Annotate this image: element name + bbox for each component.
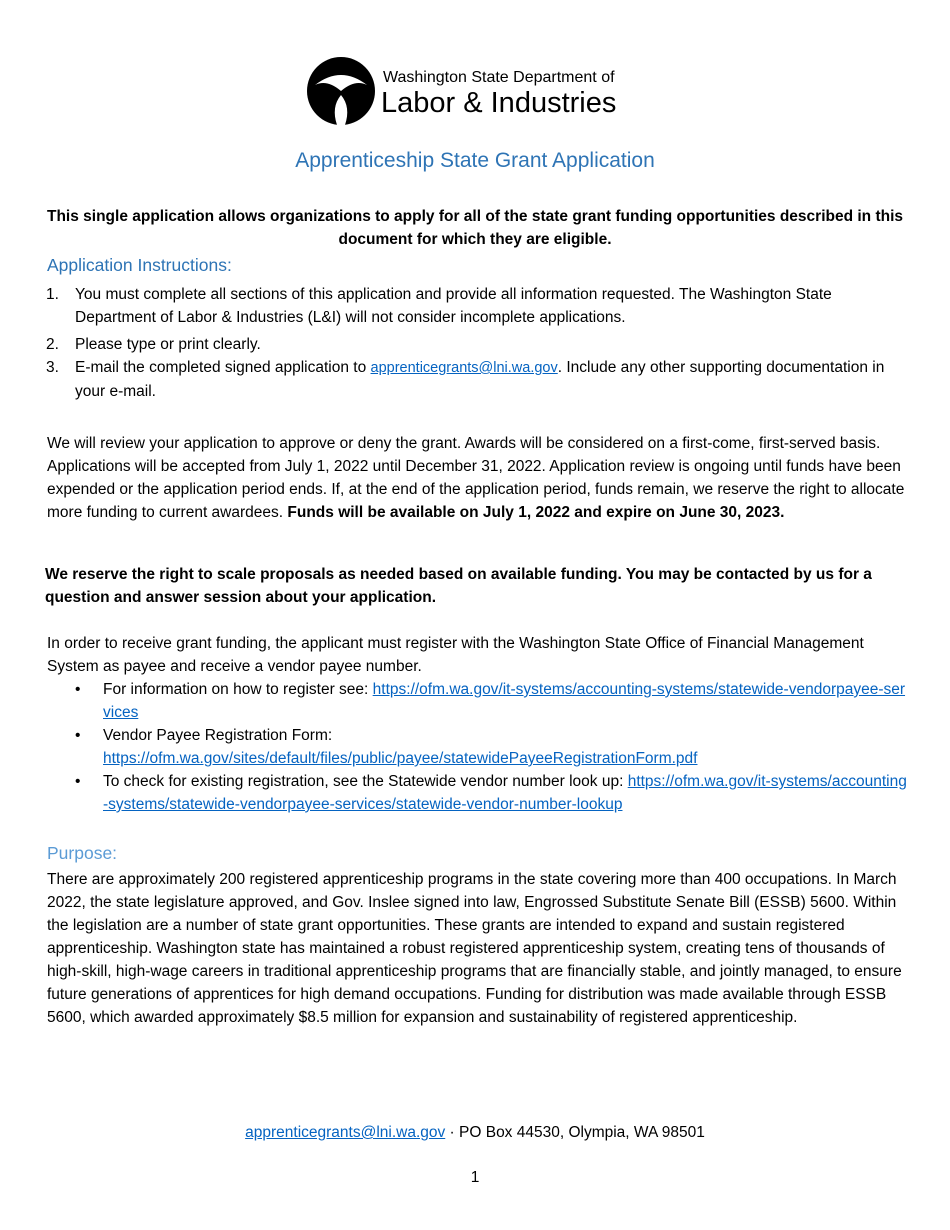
list-item — [46, 283, 906, 329]
logo-text-line2: Labor & Industries — [381, 87, 617, 119]
bullet-icon: • — [75, 773, 81, 790]
bullet-text: To check for existing registration, see the Statewide vendor number look up: — [103, 773, 628, 790]
bullet-text: For information on how to register see: — [103, 681, 373, 698]
list-item — [47, 770, 907, 816]
list-item-text-after: . Include any other supporting documentation in your e-mail. — [75, 359, 885, 400]
page-number: 1 — [470, 1169, 480, 1186]
email-link[interactable]: apprenticegrants@lni.wa.gov — [370, 360, 558, 376]
lni-logo — [305, 55, 625, 127]
footer-address: · PO Box 44530, Olympia, WA 98501 — [445, 1124, 705, 1141]
review-text: We will review your application to approve or deny the grant. Awards will be considered on a first-come, first-served basis. Applications will be accepted from July 1, 2022 until December 31, 2022. Application review is ongoing until funds have been expended or the application period ends. If, at the end of the application period, funds remain, we reserve the right to allocate more funding to current awardees. — [47, 435, 905, 521]
registration-bullets — [47, 678, 907, 816]
review-paragraph — [47, 432, 907, 524]
list-item — [46, 333, 906, 356]
bullet-text: Vendor Payee Registration Form: — [103, 727, 333, 744]
vendor-lookup-link[interactable]: https://ofm.wa.gov/it-systems/accounting-systems/statewide-vendorpayee-services/statewide-vendor-number-lookup — [103, 773, 907, 813]
list-item — [47, 678, 907, 724]
intro-statement: This single application allows organizations to apply for all of the state grant funding opportunities described in this document for which they are eligible. — [46, 208, 903, 248]
page-title: Apprenticeship State Grant Application — [295, 149, 655, 172]
registration-paragraph: In order to receive grant funding, the applicant must register with the Washington State Office of Financial Management System as payee and receive a vendor payee number. — [47, 635, 864, 675]
scale-notice: We reserve the right to scale proposals as needed based on available funding. You may be contacted by us for a question and answer session about your application. — [45, 566, 872, 606]
list-number: 2. — [46, 336, 59, 353]
instructions-heading: Application Instructions: — [47, 255, 232, 275]
purpose-heading: Purpose: — [47, 843, 118, 863]
list-item — [47, 724, 907, 770]
register-info-link[interactable]: https://ofm.wa.gov/it-systems/accounting-systems/statewide-vendorpayee-services — [103, 681, 906, 721]
list-item — [46, 356, 906, 403]
bullet-icon: • — [75, 727, 81, 744]
list-number: 3. — [46, 359, 59, 376]
list-item-text-before: E-mail the completed signed application to — [75, 359, 371, 376]
funds-availability: Funds will be available on July 1, 2022 and expire on June 30, 2023. — [287, 504, 785, 521]
instructions-list — [46, 283, 906, 403]
purpose-paragraph: There are approximately 200 registered apprenticeship programs in the state covering more than 400 occupations. In March 2022, the state legislature approved, and Gov. Inslee signed into law, Engrossed Substitute Senate Bill (ESSB) 5600. Within the legislation are a number of state grant opportunities. These grants are intended to expand and sustain registered apprenticeship. Washington state has maintained a robust registered apprenticeship system, creating tens of thousands of high-skill, high-wage careers in traditional apprenticeship programs that are financially stable, and jointly managed, to ensure future generations of apprentices for high demand occupations. Funding for distribution was made available through ESSB 5600, which awarded approximately $8.5 million for expansion and sustainability of registered apprenticeship. — [47, 871, 902, 1026]
list-item-text: You must complete all sections of this application and provide all information requested. The Washington State Department of Labor & Industries (L&I) will not consider incomplete applications. — [75, 286, 832, 326]
logo-text-line1: Washington State Department of — [383, 69, 615, 86]
list-number: 1. — [46, 286, 59, 303]
registration-form-link[interactable]: https://ofm.wa.gov/sites/default/files/public/payee/statewidePayeeRegistrationForm.pdf — [103, 750, 698, 767]
page-footer — [0, 1121, 950, 1144]
footer-email-link[interactable]: apprenticegrants@lni.wa.gov — [245, 1124, 446, 1141]
lni-logo-icon — [305, 55, 377, 127]
bullet-icon: • — [75, 681, 81, 698]
list-item-text: Please type or print clearly. — [75, 336, 261, 353]
